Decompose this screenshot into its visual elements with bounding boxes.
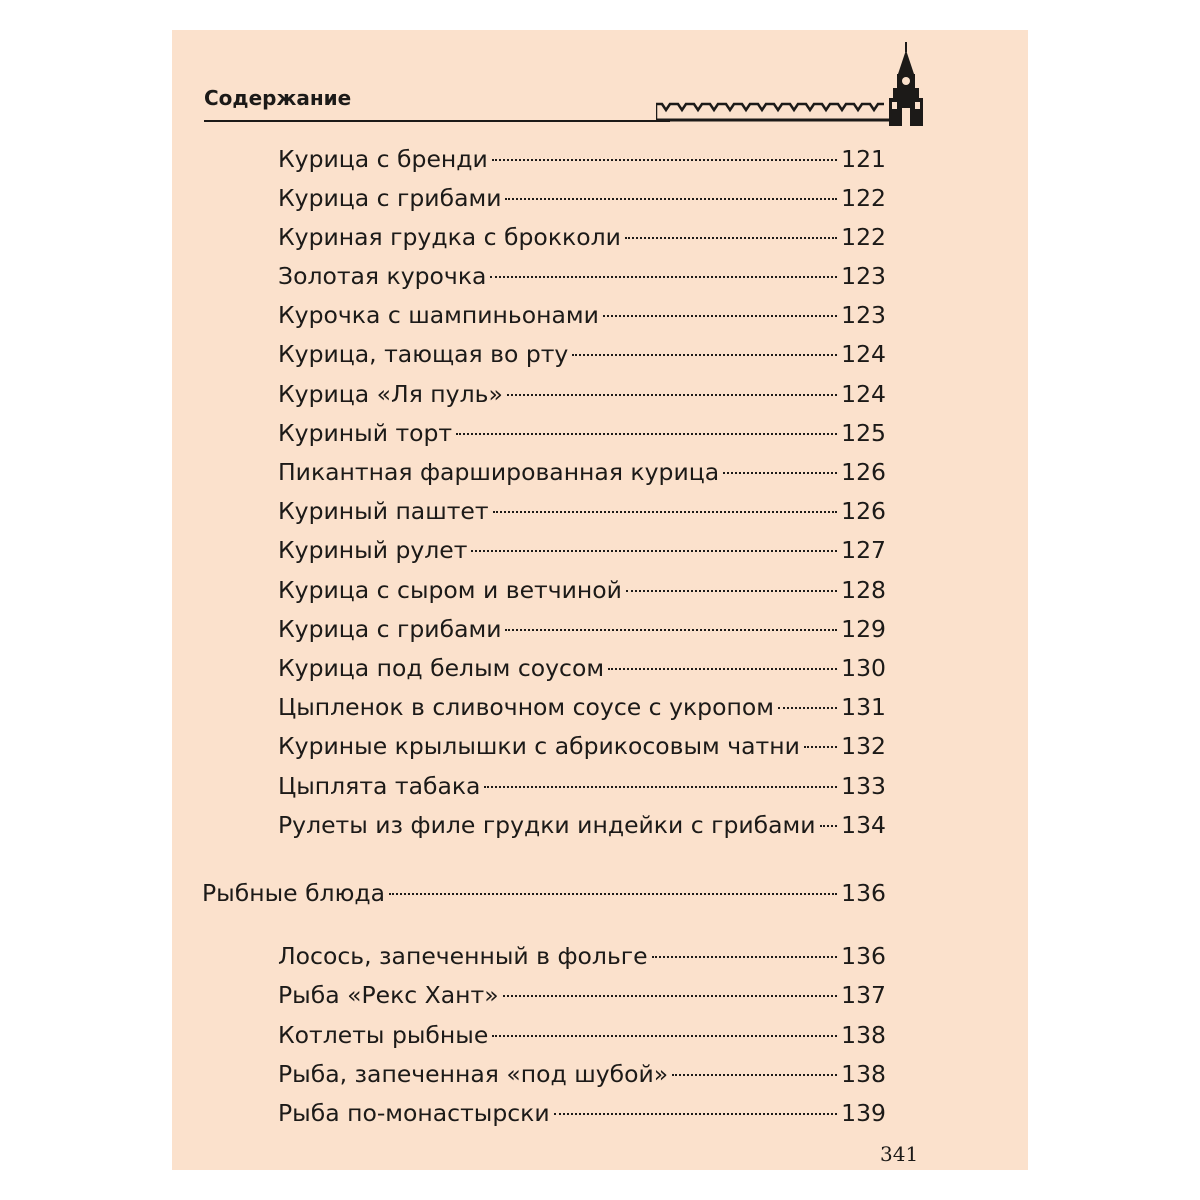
toc-entry-page: 121 xyxy=(841,145,886,173)
toc-entry xyxy=(278,651,886,685)
toc-entry-page: 131 xyxy=(841,693,886,721)
toc-entry-page: 134 xyxy=(841,811,886,839)
toc-entry-title: Лосось, запеченный в фольге xyxy=(278,942,648,970)
toc-entry-page: 130 xyxy=(841,654,886,682)
toc-entry-title: Золотая курочка xyxy=(278,262,487,290)
toc-entry xyxy=(278,729,886,763)
leader-dots xyxy=(456,433,837,435)
toc-entry-title: Куриная грудка с брокколи xyxy=(278,223,621,251)
toc-entry-title: Котлеты рыбные xyxy=(278,1021,489,1049)
toc-entry-title: Рыба, запеченная «под шубой» xyxy=(278,1060,669,1088)
toc-entry xyxy=(278,769,886,803)
toc-entry xyxy=(278,377,886,411)
toc-entry xyxy=(278,573,886,607)
toc-entry xyxy=(278,142,886,176)
toc-entry xyxy=(278,612,886,646)
toc-entry-title: Курица под белым соусом xyxy=(278,654,605,682)
page-number: 341 xyxy=(880,1142,919,1166)
leader-dots xyxy=(652,956,838,958)
toc-entry-title: Рулеты из филе грудки индейки с грибами xyxy=(278,811,816,839)
toc-entry-title: Куриный рулет xyxy=(278,536,468,564)
toc-entry-page: 139 xyxy=(841,1099,886,1127)
toc-entry-page: 123 xyxy=(841,301,886,329)
toc-entry-title: Курица с грибами xyxy=(278,184,502,212)
toc-entry-title: Курица с бренди xyxy=(278,145,488,173)
toc-entry xyxy=(278,939,886,973)
toc-entry xyxy=(278,337,886,371)
toc-entry xyxy=(278,808,886,842)
toc-entry xyxy=(278,416,886,450)
leader-dots xyxy=(554,1113,837,1115)
toc-entry-title: Рыба «Рекс Хант» xyxy=(278,981,499,1009)
toc-entry-page: 136 xyxy=(841,942,886,970)
toc-entry xyxy=(278,220,886,254)
toc-entry xyxy=(278,1096,886,1130)
leader-dots xyxy=(778,707,837,709)
toc-entry-page: 124 xyxy=(841,380,886,408)
leader-dots xyxy=(723,472,837,474)
toc-entry-page: 123 xyxy=(841,262,886,290)
book-page xyxy=(172,30,1028,1170)
toc-section-title: Рыбные блюда xyxy=(202,879,386,907)
toc-entry xyxy=(278,494,886,528)
toc-entry-title: Куриный торт xyxy=(278,419,453,447)
toc-entry-page: 125 xyxy=(841,419,886,447)
leader-dots xyxy=(572,354,837,356)
header-rule xyxy=(204,120,670,122)
kremlin-wall-ornament xyxy=(656,90,892,124)
toc-entry-page: 129 xyxy=(841,615,886,643)
leader-dots xyxy=(820,825,838,827)
toc-entry-page: 126 xyxy=(841,497,886,525)
toc-section-page: 136 xyxy=(841,879,886,907)
toc-entry-page: 138 xyxy=(841,1060,886,1088)
toc-entry xyxy=(278,181,886,215)
toc-entry xyxy=(278,1057,886,1091)
toc-entry-page: 126 xyxy=(841,458,886,486)
toc-entry xyxy=(278,259,886,293)
toc-entry-page: 122 xyxy=(841,184,886,212)
leader-dots xyxy=(503,995,838,997)
toc-entry-page: 137 xyxy=(841,981,886,1009)
leader-dots xyxy=(490,276,837,278)
toc-entry-page: 124 xyxy=(841,340,886,368)
toc-entry-title: Куриные крылышки с абрикосовым чатни xyxy=(278,732,800,760)
toc-entry xyxy=(278,1018,886,1052)
kremlin-tower-icon xyxy=(884,42,928,128)
toc-entry-title: Курица с сыром и ветчиной xyxy=(278,576,622,604)
leader-dots xyxy=(672,1074,837,1076)
header-title: Содержание xyxy=(204,86,352,110)
leader-dots xyxy=(492,159,837,161)
leader-dots xyxy=(505,198,837,200)
toc-entry xyxy=(278,978,886,1012)
toc-entry-title: Курица с грибами xyxy=(278,615,502,643)
leader-dots xyxy=(484,786,837,788)
toc-entry-page: 132 xyxy=(841,732,886,760)
leader-dots xyxy=(492,1035,837,1037)
toc-entry-title: Куриный паштет xyxy=(278,497,489,525)
toc-entry-title: Пикантная фаршированная курица xyxy=(278,458,720,486)
toc-entry-title: Рыба по-монастырски xyxy=(278,1099,550,1127)
leader-dots xyxy=(507,394,837,396)
toc-entry-page: 138 xyxy=(841,1021,886,1049)
leader-dots xyxy=(804,746,837,748)
leader-dots xyxy=(389,893,837,895)
toc-entry xyxy=(278,533,886,567)
leader-dots xyxy=(471,550,837,552)
leader-dots xyxy=(625,237,837,239)
toc-entry xyxy=(278,690,886,724)
toc-entry-page: 127 xyxy=(841,536,886,564)
toc-entry-title: Цыпленок в сливочном соусе с укропом xyxy=(278,693,774,721)
toc-entry-title: Курица, тающая во рту xyxy=(278,340,569,368)
leader-dots xyxy=(626,590,837,592)
toc-entry-page: 122 xyxy=(841,223,886,251)
toc-entry-title: Курочка с шампиньонами xyxy=(278,301,599,329)
leader-dots xyxy=(505,629,837,631)
toc-entry xyxy=(278,298,886,332)
toc-entry-page: 133 xyxy=(841,772,886,800)
toc-entry-title: Цыплята табака xyxy=(278,772,481,800)
leader-dots xyxy=(603,315,837,317)
toc-entry xyxy=(278,455,886,489)
toc-section-heading xyxy=(202,876,886,910)
leader-dots xyxy=(493,511,838,513)
toc-entry-title: Курица «Ля пуль» xyxy=(278,380,503,408)
leader-dots xyxy=(608,668,837,670)
toc-entry-page: 128 xyxy=(841,576,886,604)
